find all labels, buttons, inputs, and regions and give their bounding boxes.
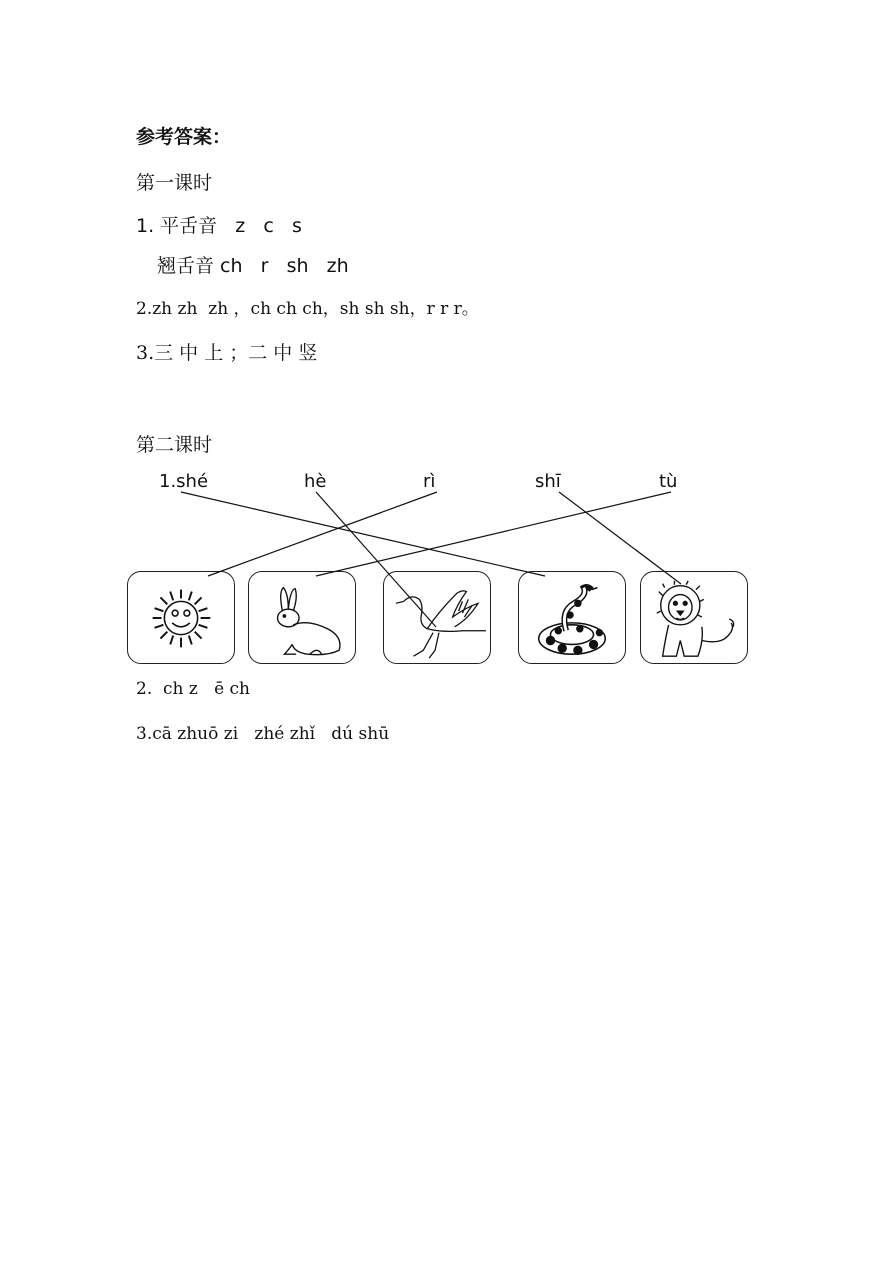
lesson1-q1-flat-tongue: 1. 平舌音 z c s [136, 215, 302, 237]
picture-card-lion [640, 571, 748, 664]
sun-icon [128, 572, 234, 663]
rabbit-icon [249, 572, 355, 663]
snake-icon [519, 572, 625, 663]
lesson1-q3: 3.三 中 上 ；二 中 竖 [136, 342, 318, 364]
picture-card-snake [518, 571, 626, 664]
pinyin-ri: rì [423, 471, 436, 492]
picture-card-rabbit [248, 571, 356, 664]
lesson2-q2: 2. ch z ē ch [136, 679, 251, 699]
lesson1-heading: 第一课时 [136, 172, 213, 194]
lesson2-q3: 3.cā zhuō zi zhé zhǐ dú shū [136, 724, 390, 744]
pinyin-he: hè [304, 471, 327, 492]
lesson1-q1-retroflex: 翘舌音 ch r sh zh [157, 255, 349, 277]
lion-icon [641, 572, 747, 663]
match-line-ri-sun [208, 492, 437, 576]
crane-icon [384, 572, 490, 663]
picture-card-crane [383, 571, 491, 664]
lesson1-q2: 2.zh zh zh ，ch ch ch，sh sh sh，r r r。 [136, 299, 479, 319]
pinyin-tu: tù [659, 471, 678, 492]
picture-card-sun [127, 571, 235, 664]
answer-title: 参考答案： [136, 126, 232, 148]
pinyin-she: 1.shé [159, 471, 209, 492]
lesson2-heading: 第二课时 [136, 434, 213, 456]
match-line-she-snake [181, 492, 545, 576]
match-line-tu-rabbit [316, 492, 671, 576]
pinyin-shi: shī [535, 471, 561, 492]
